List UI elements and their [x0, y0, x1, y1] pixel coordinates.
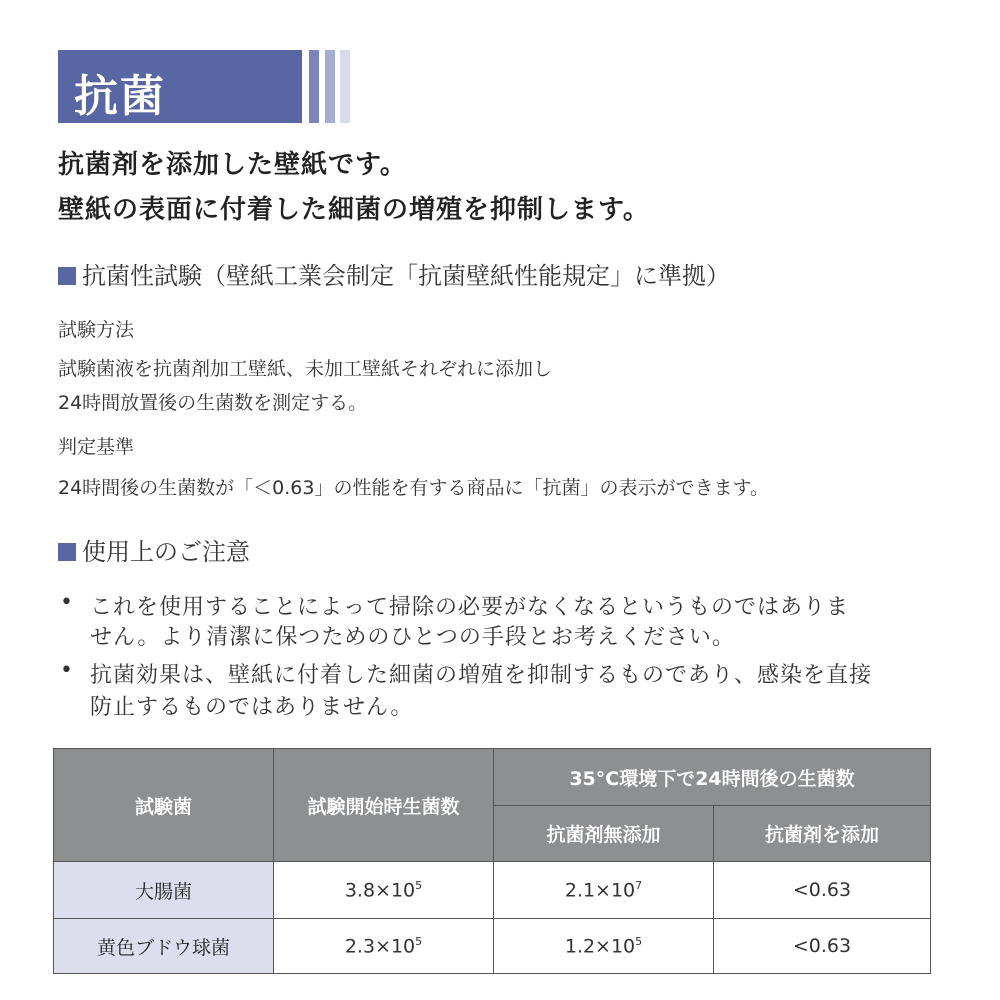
decor-stripe — [309, 50, 319, 123]
caution-item: 抗菌効果は、壁紙に付着した細菌の増殖を抑制するものであり、感染を直接 — [90, 663, 873, 688]
caution-item: 防止するものではありません。 — [90, 695, 414, 720]
with-count: <0.63 — [714, 862, 931, 919]
heading-text: 使用上のご注意 — [82, 538, 250, 566]
test-results-table — [53, 748, 931, 974]
title-banner — [58, 50, 302, 123]
bacteria-name: 大腸菌 — [54, 862, 274, 919]
intro-line: 抗菌剤を添加した壁紙です。 — [58, 150, 407, 180]
criteria-label: 判定基準 — [58, 436, 135, 458]
without-count: $2.1\times 10^7$ — [494, 862, 714, 919]
method-line: 24時間放置後の生菌数を測定する。 — [58, 392, 368, 414]
header-without: 抗菌剤無添加 — [494, 806, 714, 862]
bullet-icon: • — [60, 658, 74, 683]
method-line: 試験菌液を抗菌剤加工壁紙、未加工壁紙それぞれに添加し — [58, 358, 553, 380]
header-with: 抗菌剤を添加 — [714, 806, 931, 862]
table-row — [54, 862, 931, 919]
section-heading-caution — [58, 532, 250, 567]
initial-count: $2.3\times 10^5$ — [274, 919, 494, 974]
section-heading-test — [58, 256, 730, 291]
heading-note: （壁紙工業会制定「抗菌壁紙性能規定」に準拠） — [202, 262, 730, 290]
method-label: 試験方法 — [58, 319, 135, 341]
criteria-text: 24時間後の生菌数が「＜0.63」の性能を有する商品に「抗菌」の表示ができます。 — [58, 477, 769, 499]
page-title: 抗菌 — [74, 71, 166, 122]
bullet-icon: • — [60, 590, 74, 615]
without-count: $1.2\times 10^5$ — [494, 919, 714, 974]
square-bullet-icon — [58, 543, 76, 561]
header-after: 35°C環境下で24時間後の生菌数 — [494, 749, 931, 806]
decor-stripe — [340, 50, 350, 123]
decor-stripe — [325, 50, 335, 123]
heading-text: 抗菌性試験 — [82, 262, 202, 290]
header-bacteria: 試験菌 — [54, 749, 274, 862]
square-bullet-icon — [58, 267, 76, 285]
header-initial: 試験開始時生菌数 — [274, 749, 494, 862]
intro-line: 壁紙の表面に付着した細菌の増殖を抑制します。 — [58, 195, 650, 225]
initial-count: $3.8\times 10^5$ — [274, 862, 494, 919]
table-row — [54, 919, 931, 974]
with-count: <0.63 — [714, 919, 931, 974]
bacteria-name: 黄色ブドウ球菌 — [54, 919, 274, 974]
caution-item: せん。より清潔に保つためのひとつの手段とお考えください。 — [90, 625, 735, 650]
caution-item: これを使用することによって掃除の必要がなくなるというものではありま — [90, 595, 850, 620]
